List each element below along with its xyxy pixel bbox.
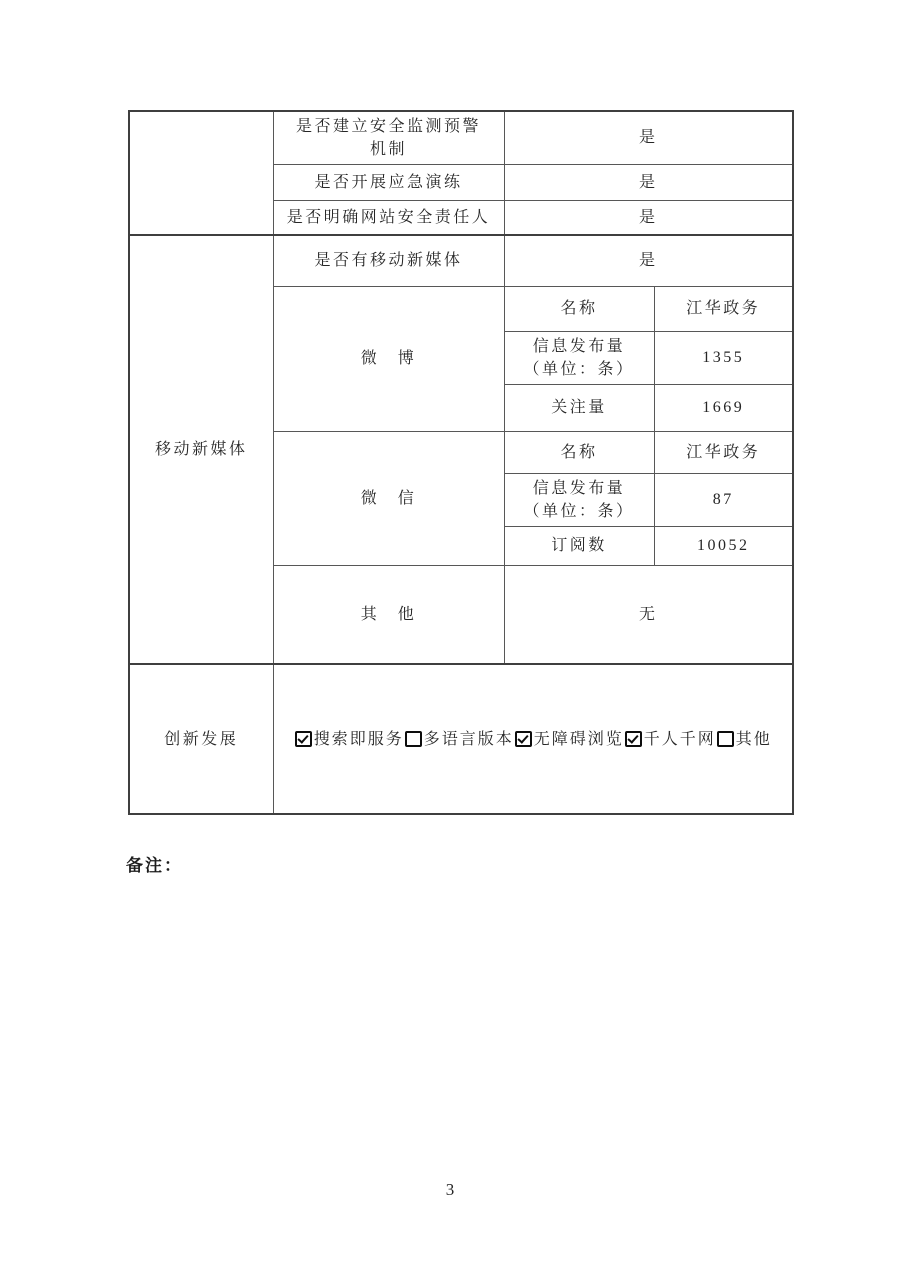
field-line1: 信息发布量 xyxy=(532,337,626,355)
answer-cell: 是 xyxy=(504,164,793,200)
checkbox-line xyxy=(294,731,772,748)
answer-cell: 是 xyxy=(504,200,793,235)
checkbox-multilingual[interactable] xyxy=(405,731,422,747)
field-cell: 名称 xyxy=(504,286,654,331)
question-cell xyxy=(273,111,504,164)
field-cell: 名称 xyxy=(504,431,654,473)
option-accessibility xyxy=(514,731,624,748)
table-row xyxy=(129,664,793,814)
option-multilingual xyxy=(404,731,514,748)
checkbox-search-as-service[interactable] xyxy=(295,731,312,747)
platform-label-other: 其 他 xyxy=(273,565,504,664)
section-label-mobile-media: 移动新媒体 xyxy=(129,235,273,664)
option-label: 多语言版本 xyxy=(423,730,514,748)
field-line1: 信息发布量 xyxy=(532,479,626,497)
field-cell xyxy=(504,331,654,384)
question-cell: 是否明确网站安全责任人 xyxy=(273,200,504,235)
value-cell: 江华政务 xyxy=(654,431,793,473)
value-cell: 10052 xyxy=(654,526,793,565)
platform-label-weibo: 微 博 xyxy=(273,286,504,431)
page-number: 3 xyxy=(445,1180,455,1199)
answer-cell: 是 xyxy=(504,111,793,164)
security-section-continuation-cell xyxy=(129,111,273,235)
option-label: 搜索即服务 xyxy=(313,730,404,748)
checkbox-other[interactable] xyxy=(717,731,734,747)
remark-label: 备注： xyxy=(126,856,183,875)
table-row xyxy=(129,111,793,164)
option-label: 无障碍浏览 xyxy=(533,730,624,748)
platform-label-wechat: 微 信 xyxy=(273,431,504,565)
checkbox-personalized-web[interactable] xyxy=(625,731,642,747)
field-cell: 订阅数 xyxy=(504,526,654,565)
innovation-options-cell xyxy=(273,664,793,814)
field-line2: （单位：条） xyxy=(523,360,635,378)
option-label: 其他 xyxy=(735,730,772,748)
value-cell: 87 xyxy=(654,473,793,526)
value-cell: 1355 xyxy=(654,331,793,384)
answer-cell: 是 xyxy=(504,235,793,286)
section-label-innovation: 创新发展 xyxy=(129,664,273,814)
option-other xyxy=(716,731,772,748)
question-cell: 是否开展应急演练 xyxy=(273,164,504,200)
option-search-as-service xyxy=(294,731,404,748)
field-cell xyxy=(504,473,654,526)
answer-cell: 无 xyxy=(504,565,793,664)
report-table xyxy=(128,110,794,815)
question-text: 是否建立安全监测预警机制 xyxy=(295,117,481,158)
field-line2: （单位：条） xyxy=(523,502,635,520)
question-cell: 是否有移动新媒体 xyxy=(273,235,504,286)
option-label: 千人千网 xyxy=(643,730,716,748)
table-row xyxy=(129,235,793,286)
checkbox-accessibility[interactable] xyxy=(515,731,532,747)
value-cell: 1669 xyxy=(654,384,793,431)
option-personalized-web xyxy=(624,731,716,748)
field-cell: 关注量 xyxy=(504,384,654,431)
value-cell: 江华政务 xyxy=(654,286,793,331)
